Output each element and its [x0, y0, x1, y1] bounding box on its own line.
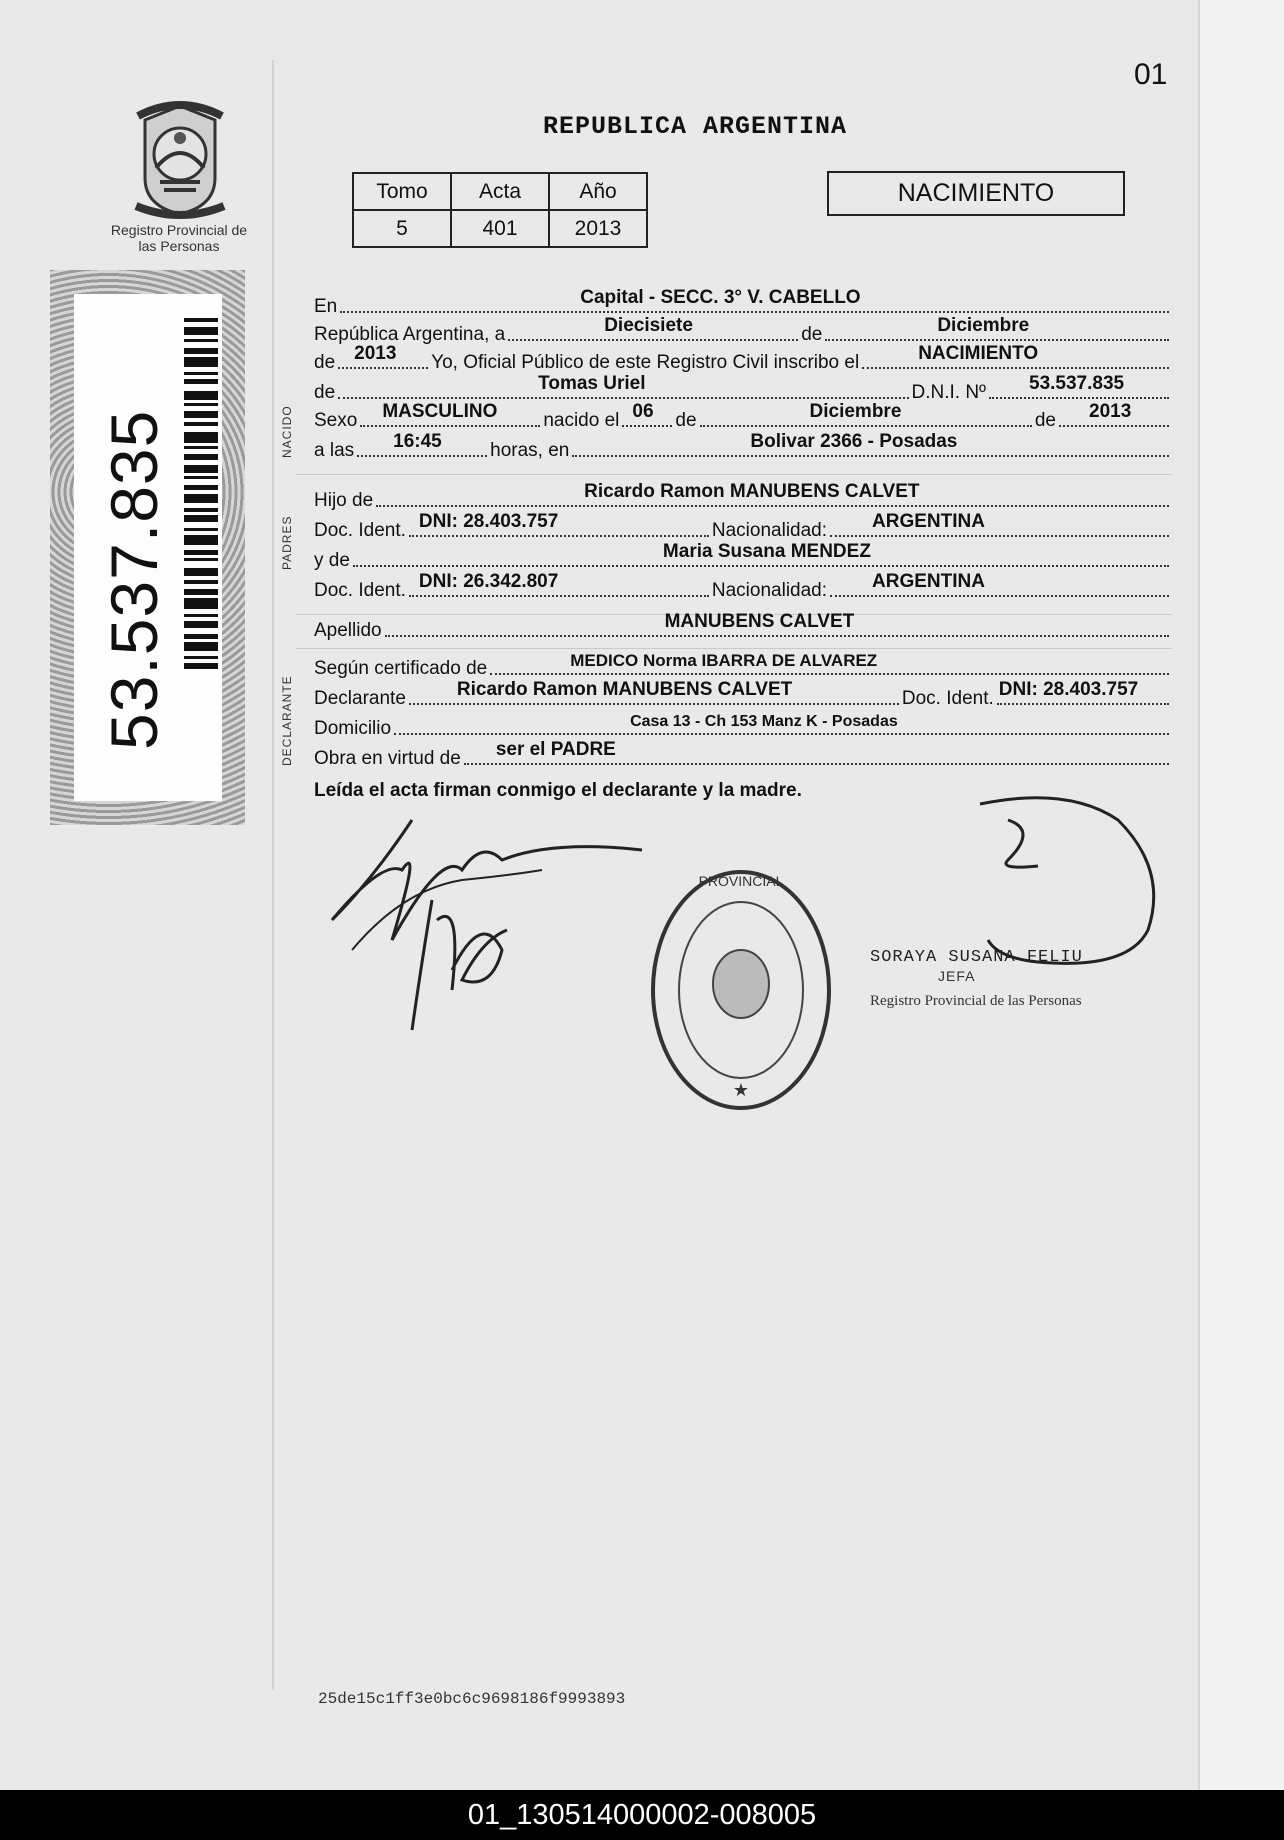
row-nombre [314, 374, 1172, 404]
row-anio-acto [314, 344, 1172, 374]
dotted-line [376, 481, 1169, 507]
registry-table-header [353, 173, 647, 210]
field-label: D.N.I. Nº [911, 382, 986, 403]
field-label: En [314, 296, 338, 317]
section-divider [296, 648, 1172, 649]
side-label-nacido: NACIDO [280, 405, 294, 458]
table-cell: 5 [353, 210, 451, 247]
table-header-cell: Tomo [353, 173, 451, 210]
officer-office: Registro Provincial de las Personas [870, 993, 1082, 1009]
field-value: Casa 13 - Ch 153 Manz K - Posadas [630, 713, 898, 730]
registry-table [352, 172, 648, 248]
dotted-line [409, 511, 709, 537]
field-label: Nacionalidad: [711, 580, 828, 601]
field-label: horas, en [490, 440, 570, 461]
field-value: Maria Susana MENDEZ [662, 541, 871, 562]
field-label: Sexo [314, 410, 358, 431]
dotted-line [385, 611, 1169, 637]
dotted-line [409, 679, 899, 705]
dotted-line [989, 373, 1169, 399]
officer-name: SORAYA SUSANA FELIU [870, 948, 1083, 967]
dotted-line [394, 713, 1169, 735]
row-sexo-nacimiento [314, 402, 1172, 432]
dotted-line [464, 739, 1169, 765]
dotted-line [830, 511, 1169, 537]
field-value: NACIMIENTO [918, 343, 1039, 364]
field-label: Según certificado de [314, 658, 488, 679]
field-label: Hijo de [314, 490, 374, 511]
field-label: de [801, 324, 823, 345]
dotted-line [338, 373, 908, 399]
officer-role: JEFA [938, 968, 976, 984]
dotted-line [508, 315, 798, 341]
dotted-line [700, 401, 1032, 427]
side-label-padres: PADRES [280, 515, 294, 570]
field-value: ser el PADRE [495, 739, 616, 760]
row-lugar [314, 288, 1172, 318]
row-apellido [314, 612, 1172, 642]
field-label: Yo, Oficial Público de este Registro Civil inscribo el [431, 352, 860, 373]
field-value: Ricardo Ramon MANUBENS CALVET [456, 679, 793, 700]
dotted-line [825, 315, 1169, 341]
field-label: de [675, 410, 697, 431]
dotted-line [340, 287, 1169, 313]
field-label: Doc. Ident. [314, 580, 406, 601]
field-value: Diciembre [809, 401, 902, 422]
field-value: ARGENTINA [872, 571, 985, 592]
row-declarante [314, 680, 1172, 710]
field-label: de [1034, 410, 1056, 431]
field-value: Bolivar 2366 - Posadas [750, 431, 958, 452]
dotted-line [830, 571, 1169, 597]
field-value: DNI: 28.403.757 [418, 511, 559, 532]
dotted-line [1059, 401, 1169, 427]
field-label: Domicilio [314, 718, 392, 739]
field-value: 16:45 [393, 431, 442, 452]
field-value: MEDICO Norma IBARRA DE ALVAREZ [570, 651, 878, 670]
field-label: Nacionalidad: [711, 520, 828, 541]
row-domicilio [314, 710, 1172, 740]
field-label: Doc. Ident. [901, 688, 994, 709]
crest-caption: Registro Provincial de las Personas [110, 222, 248, 254]
dotted-line [409, 571, 709, 597]
row-padre-doc [314, 512, 1172, 542]
dotted-line [357, 431, 487, 457]
side-label-declarante: DECLARANTE [280, 675, 294, 766]
field-label: de [314, 382, 336, 403]
field-label: a las [314, 440, 355, 461]
row-madre-doc [314, 572, 1172, 602]
dotted-line [622, 401, 672, 427]
declarant-signature [312, 800, 652, 1030]
row-madre [314, 542, 1172, 572]
row-obra [314, 740, 1172, 770]
footer-id: 01_130514000002-008005 [0, 1790, 1284, 1840]
province-crest-icon [120, 98, 240, 218]
field-label: y de [314, 550, 350, 571]
field-value: 53.537.835 [1029, 373, 1125, 394]
field-label: Obra en virtud de [314, 748, 461, 769]
field-value: 06 [632, 401, 654, 422]
document-hash: 25de15c1ff3e0bc6c9698186f9993893 [318, 1690, 626, 1708]
margin-line [272, 60, 274, 1690]
field-value: DNI: 26.342.807 [418, 571, 559, 592]
page-number: 01 [1134, 58, 1168, 91]
section-divider [296, 474, 1172, 475]
field-label: Apellido [314, 620, 382, 641]
svg-text:★: ★ [732, 1080, 750, 1100]
field-value: Ricardo Ramon MANUBENS CALVET [584, 481, 920, 502]
table-cell: 401 [451, 210, 549, 247]
field-value: Diecisiete [604, 315, 693, 336]
closing-statement: Leída el acta firman conmigo el declarante y la madre. [314, 780, 802, 801]
svg-text:PROVINCIAL: PROVINCIAL [698, 873, 784, 889]
dotted-line [997, 679, 1169, 705]
field-label: Doc. Ident. [314, 520, 406, 541]
page-edge [1198, 0, 1284, 1790]
row-padre [314, 482, 1172, 512]
page-title: REPUBLICA ARGENTINA [543, 112, 848, 141]
field-value: ARGENTINA [872, 511, 985, 532]
row-fecha-inscripcion [314, 316, 1172, 346]
field-value: Tomas Uriel [538, 373, 646, 394]
field-value: DNI: 28.403.757 [998, 679, 1139, 700]
field-value: Capital - SECC. 3° V. CABELLO [580, 287, 861, 308]
field-label: nacido el [543, 410, 620, 431]
dotted-line [338, 343, 428, 369]
field-label: Declarante [314, 688, 406, 709]
dotted-line [490, 651, 1169, 675]
field-label: de [314, 352, 336, 373]
registry-seal [648, 868, 834, 1112]
field-value: MANUBENS CALVET [664, 611, 855, 632]
dotted-line [862, 343, 1169, 369]
dotted-line [360, 401, 540, 427]
barcode-number: 53.537.835 [97, 409, 171, 750]
table-cell: 2013 [549, 210, 647, 247]
barcode-bars [184, 318, 218, 778]
row-hora-lugar [314, 432, 1172, 462]
document-type-box: NACIMIENTO [827, 171, 1125, 216]
field-label: República Argentina, a [314, 324, 506, 345]
dotted-line [572, 431, 1169, 457]
table-header-cell: Año [549, 173, 647, 210]
field-value: 2013 [354, 343, 397, 364]
field-value: Diciembre [937, 315, 1030, 336]
registry-table-row [353, 210, 647, 247]
field-value: MASCULINO [382, 401, 498, 422]
row-certificado [314, 650, 1172, 680]
dotted-line [353, 541, 1169, 567]
field-value: 2013 [1089, 401, 1132, 422]
table-header-cell: Acta [451, 173, 549, 210]
